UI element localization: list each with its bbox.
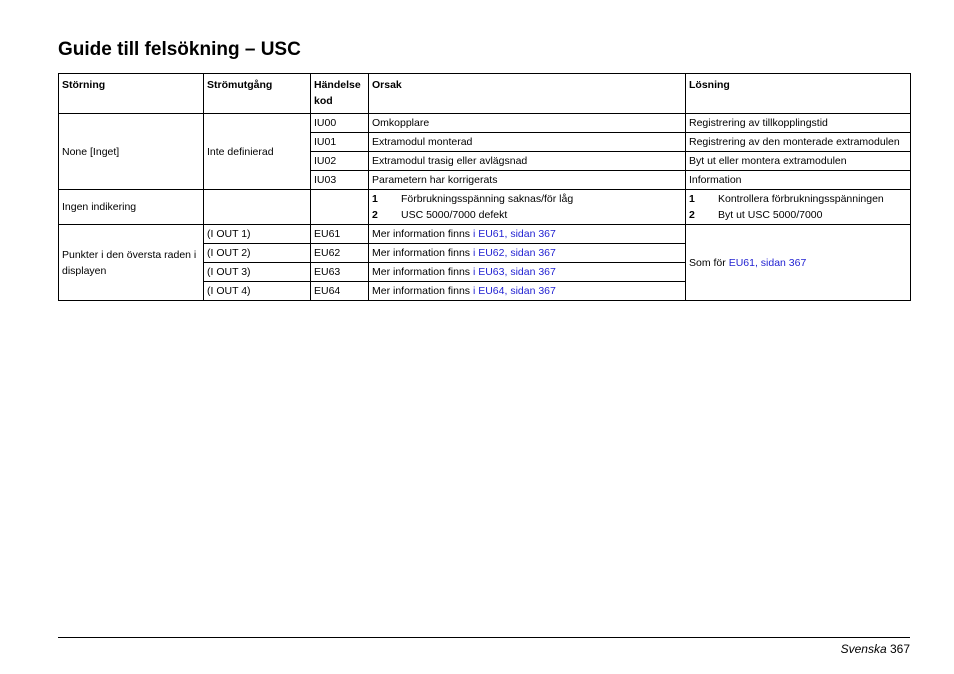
- numbered-item: [372, 207, 682, 223]
- header-handelsekod-line2: kod: [314, 95, 333, 107]
- cell-storning: None [Inget]: [59, 114, 204, 190]
- orsak-link-prefix: i: [472, 247, 479, 259]
- item-number: 1: [372, 193, 378, 205]
- cell-orsak: Extramodul trasig eller avlägsnad: [369, 152, 686, 171]
- cell-storning: Ingen indikering: [59, 190, 204, 225]
- cell-orsak: [369, 225, 686, 244]
- cell-losning: [686, 190, 911, 225]
- item-text: USC 5000/7000 defekt: [401, 209, 508, 221]
- eu61-reference-link[interactable]: EU61, sidan 367: [728, 256, 807, 269]
- cell-storning: Punkter i den översta raden i displayen: [59, 225, 204, 301]
- numbered-item: [372, 191, 682, 207]
- orsak-text: Mer information finns: [372, 247, 473, 259]
- item-number: 1: [689, 193, 695, 205]
- cell-kod: IU02: [311, 152, 369, 171]
- table-header-row: [59, 74, 911, 114]
- orsak-text: Mer information finns: [372, 285, 473, 297]
- table-row: [59, 190, 911, 225]
- cell-orsak: Omkopplare: [369, 114, 686, 133]
- cell-orsak: [369, 190, 686, 225]
- table-row: [59, 225, 911, 244]
- cell-kod: IU00: [311, 114, 369, 133]
- header-losning: Lösning: [686, 74, 911, 114]
- footer-divider: [58, 637, 910, 638]
- item-number: 2: [689, 209, 695, 221]
- cell-orsak: Parametern har korrigerats: [369, 171, 686, 190]
- cell-kod: EU63: [311, 263, 369, 282]
- eu64-link[interactable]: EU64, sidan 367: [478, 285, 556, 297]
- orsak-link-prefix: i: [472, 285, 479, 297]
- cell-orsak: [369, 244, 686, 263]
- cell-losning: Registrering av den monterade extramodulen: [686, 133, 911, 152]
- footer-language: Svenska: [840, 642, 887, 656]
- cell-orsak: [369, 263, 686, 282]
- cell-stromutgang: (I OUT 4): [204, 282, 311, 301]
- numbered-item: [689, 207, 907, 223]
- cell-kod: IU03: [311, 171, 369, 190]
- header-orsak: Orsak: [369, 74, 686, 114]
- eu63-link[interactable]: EU63, sidan 367: [478, 266, 556, 278]
- losning-text: Som för: [689, 256, 729, 269]
- orsak-link-prefix: i: [472, 266, 479, 278]
- item-text: Byt ut USC 5000/7000: [718, 209, 823, 221]
- cell-losning: [686, 225, 911, 301]
- cell-kod: IU01: [311, 133, 369, 152]
- item-number: 2: [372, 209, 378, 221]
- page-footer: [841, 641, 910, 657]
- cell-kod: EU64: [311, 282, 369, 301]
- cell-stromutgang: (I OUT 3): [204, 263, 311, 282]
- footer-page-number: 367: [889, 642, 910, 656]
- item-text: Förbrukningsspänning saknas/för låg: [401, 193, 574, 205]
- header-stromutgang: Strömutgång: [204, 74, 311, 114]
- orsak-text: Mer information finns: [372, 266, 473, 278]
- cell-losning: Registrering av tillkopplingstid: [686, 114, 911, 133]
- numbered-item: [689, 191, 907, 207]
- eu62-link[interactable]: EU62, sidan 367: [478, 247, 556, 259]
- cell-stromutgang: (I OUT 1): [204, 225, 311, 244]
- cell-losning: Byt ut eller montera extramodulen: [686, 152, 911, 171]
- orsak-link-prefix: i: [472, 228, 479, 240]
- eu61-link[interactable]: EU61, sidan 367: [478, 228, 556, 240]
- orsak-text: Mer information finns: [372, 228, 473, 240]
- cell-stromutgang: Inte definierad: [204, 114, 311, 190]
- page-title: Guide till felsökning – USC: [58, 39, 301, 60]
- cell-stromutgang: (I OUT 2): [204, 244, 311, 263]
- item-text: Kontrollera förbrukningsspänningen: [718, 193, 884, 205]
- header-handelsekod-line1: Händelse: [314, 79, 361, 91]
- cell-losning: Information: [686, 171, 911, 190]
- cell-kod: EU61: [311, 225, 369, 244]
- header-handelsekod: [311, 74, 369, 114]
- cell-kod: EU62: [311, 244, 369, 263]
- header-storning: Störning: [59, 74, 204, 114]
- cell-orsak: [369, 282, 686, 301]
- cell-kod: [311, 190, 369, 225]
- cell-orsak: Extramodul monterad: [369, 133, 686, 152]
- table-row: [59, 114, 911, 133]
- cell-stromutgang: [204, 190, 311, 225]
- troubleshooting-table: [58, 73, 911, 301]
